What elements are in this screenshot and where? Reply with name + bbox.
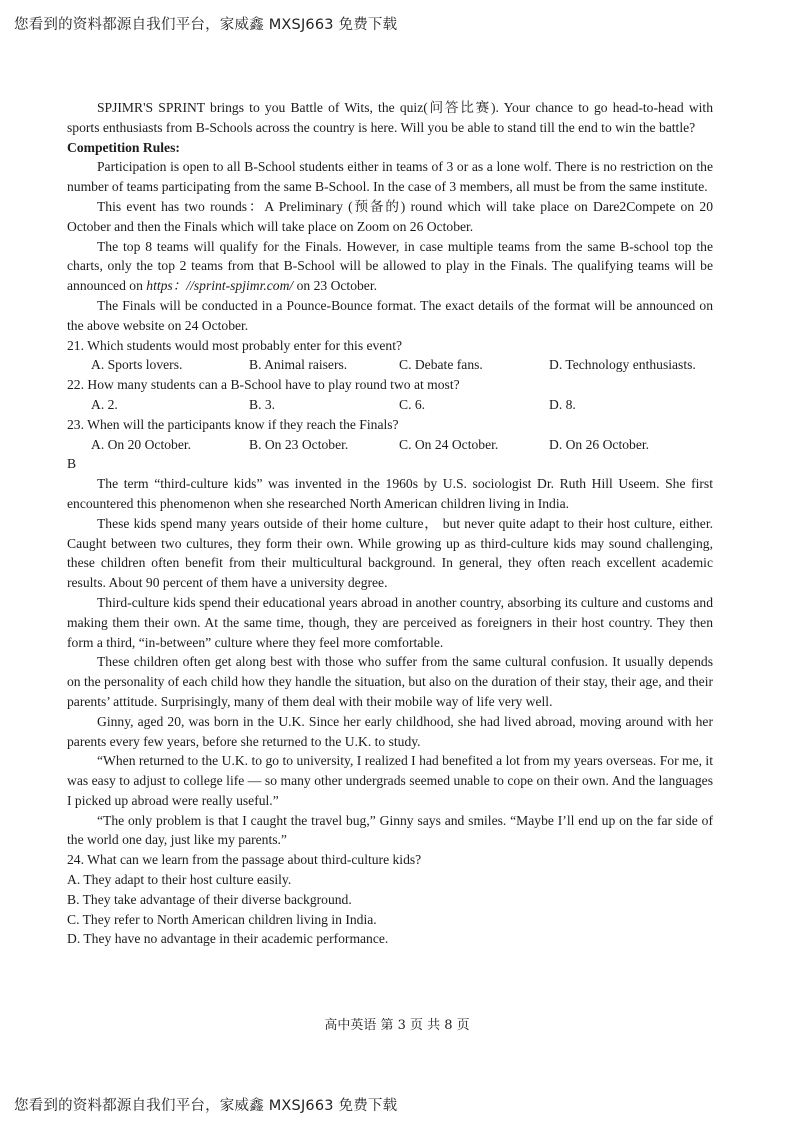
rules-heading: Competition Rules: xyxy=(67,139,180,155)
q24-option-d: D. They have no advantage in their academic performance. xyxy=(67,931,389,947)
q22-option-a: A. 2. xyxy=(91,396,118,412)
question-23-stem: 23. When will the participants know if they reach the Finals? xyxy=(67,416,399,432)
q23-option-b: B. On 23 October. xyxy=(249,436,349,452)
section-b-label: B xyxy=(67,456,77,472)
passage-a-paragraph-3 xyxy=(67,237,713,296)
sprint-website-link[interactable]: https：//sprint-spjimr.com/ xyxy=(146,278,294,294)
passage-b-paragraph-4: These children often get along best with those who suffer from the same cultural confusion. It usually depends on the personality of each child how they handle the situation, but also on the duration of their stay, their age, and their parents’ attitude. Surprisingly, many of them deal with their mobile way of life very well. xyxy=(67,654,713,709)
passage-b-paragraph-6: “When returned to the U.K. to go to university, I realized I had benefited a lot from my years overseas. For me, it was easy to adjust to college life — so many other undergrads seemed unable to cope on their own. And the languages I picked up abroad were really useful.” xyxy=(67,753,713,808)
q24-option-b: B. They take advantage of their diverse background. xyxy=(67,891,352,907)
q22-option-d: D. 8. xyxy=(549,396,576,412)
page-footer: 高中英语 第 3 页 共 8 页 xyxy=(324,1018,470,1033)
passage-b-paragraph-5: Ginny, aged 20, was born in the U.K. Since her early childhood, she had lived abroad, moving around with her parents every few years, before she returned to the U.K. to study. xyxy=(67,713,713,749)
q23-option-c: C. On 24 October. xyxy=(399,436,499,452)
passage-a-paragraph-2: This event has two rounds：A Preliminary (预备的) round which will take place on Dare2Compete on 20 October and then the Finals which will take place on Zoom on 26 October. xyxy=(67,198,713,234)
passage-a-paragraph-4: The Finals will be conducted in a Pounce-Bounce format. The exact details of the format will be announced on the above website on 24 October. xyxy=(67,297,713,333)
question-22-options xyxy=(91,395,713,415)
q24-option-a: A. They adapt to their host culture easily. xyxy=(67,872,292,888)
q22-option-b: B. 3. xyxy=(249,396,276,412)
passage-b-paragraph-2: These kids spend many years outside of their home culture， but never quite adapt to their host culture, either. Caught between two cultures, they form their own. While growing up as third-culture kids may sound challenging, these children often benefit from their multicultural background. In general, they often reach excellent academic results. About 90 percent of them have a university degree. xyxy=(67,515,713,591)
watermark-bottom: 您看到的资料都源自我们平台，家威鑫 MXSJ663 免费下载 xyxy=(14,1098,398,1114)
q21-option-b: B. Animal raisers. xyxy=(249,357,348,373)
question-21-stem: 21. Which students would most probably enter for this event? xyxy=(67,337,402,353)
q21-option-a: A. Sports lovers. xyxy=(91,357,183,373)
question-22-stem: 22. How many students can a B-School have to play round two at most? xyxy=(67,377,460,393)
question-24-stem: 24. What can we learn from the passage about third-culture kids? xyxy=(67,852,422,868)
passage-b-paragraph-3: Third-culture kids spend their educational years abroad in another country, absorbing its culture and customs and making them their own. At the same time, though, they are perceived as foreigners in their host country. They then form a third, “in-between” culture where they feel more comfortable. xyxy=(67,594,713,650)
question-23-options xyxy=(91,435,713,455)
q21-option-c: C. Debate fans. xyxy=(399,357,483,373)
p3-text-end: on 23 October. xyxy=(296,278,378,294)
passage-b-paragraph-1: The term “third-culture kids” was invented in the 1960s by U.S. sociologist Dr. Ruth Hill Useem. She first encountered this phenomenon when she researched North American children living in India. xyxy=(67,476,713,511)
q23-option-d: D. On 26 October. xyxy=(549,436,650,452)
passage-a-intro: SPJIMR'S SPRINT brings to you Battle of Wits, the quiz(问答比赛). Your chance to go head-to-head with sports enthusiasts from B-Schools across the country is here. Will you be able to stand till the end to win the battle? xyxy=(67,100,713,135)
watermark-top: 您看到的资料都源自我们平台，家威鑫 MXSJ663 免费下载 xyxy=(14,17,398,33)
question-21-options xyxy=(91,355,713,375)
passage-a-paragraph-1: Participation is open to all B-School students either in teams of 3 or as a lone wolf. There is no restriction on the number of teams participating from the same B-School. In the case of 3 members, all must be from the same institute. xyxy=(67,159,713,195)
q21-option-d: D. Technology enthusiasts. xyxy=(549,357,696,373)
q23-option-a: A. On 20 October. xyxy=(91,436,192,452)
p3-text-start: The top 8 teams will qualify for the Finals. However, in case multiple teams from the same B-school top the charts, only the top 2 teams from that B-School will be allowed to play in the Finals. The qualifying teams will be announced on xyxy=(67,238,713,294)
exam-page xyxy=(67,98,713,949)
passage-b-paragraph-7: “The only problem is that I caught the travel bug,” Ginny says and smiles. “Maybe I’ll end up on the far side of the world one day, just like my parents.” xyxy=(67,812,713,848)
q22-option-c: C. 6. xyxy=(399,396,426,412)
q24-option-c: C. They refer to North American children living in India. xyxy=(67,911,377,927)
